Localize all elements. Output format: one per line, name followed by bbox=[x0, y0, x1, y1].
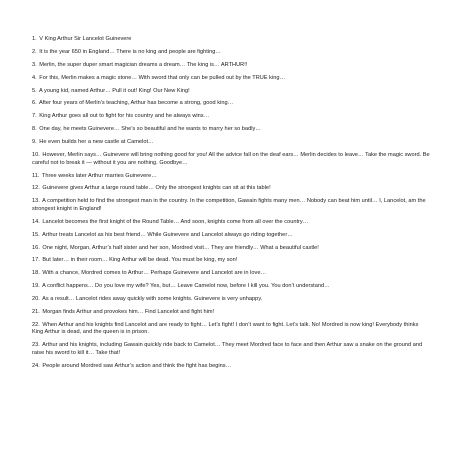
item-number: 20. bbox=[32, 296, 40, 303]
list-item bbox=[32, 219, 430, 227]
list-item bbox=[32, 100, 430, 108]
list-item bbox=[32, 36, 430, 44]
item-number: 18. bbox=[32, 270, 40, 277]
list-item bbox=[32, 75, 430, 83]
list-item bbox=[32, 245, 430, 253]
item-text: Arthur and his knights, including Gawain quickly ride back to Camelot… They meet Mordred face to face and then Arthur saw a snake on the ground and raise his sword to kill it… Take that! bbox=[32, 342, 423, 356]
item-text: A conflict happens… Do you love my wife? Yes, but… Leave Camelot now, before I kill you. You don’t understand… bbox=[42, 283, 330, 290]
item-number: 8. bbox=[32, 126, 37, 133]
item-number: 15. bbox=[32, 231, 40, 238]
item-text: It is the year 650 in England… There is no king and people are fighting… bbox=[39, 48, 221, 55]
item-text: Three weeks later Arthur marries Guinevere… bbox=[41, 172, 157, 179]
item-text: A competition held to find the strongest man in the country. In the competition, Gawain fights many men… Nobody can beat him until… I, Lancelot, am the strongest knight in England! bbox=[32, 198, 426, 212]
item-text: Morgan finds Arthur and provokes him… Find Lancelot and fight him! bbox=[42, 309, 215, 315]
item-text: One night, Morgan, Arthur’s half sister and her son, Mordred visit… They are friendly… What a beautiful castle! bbox=[42, 244, 319, 251]
item-text: With a chance, Mordred comes to Arthur… Perhaps Guinevere and Lancelot are in love… bbox=[42, 270, 267, 277]
item-text: V King Arthur Sir Lancelot Guinevere bbox=[39, 36, 132, 42]
list-item bbox=[32, 257, 430, 265]
item-text: When Arthur and his knights find Lancelot and are ready to fight… Let’s fight! I don’t want to fight. Let’s talk. No! Mordred is now king! Everybody thinks King Arthur is dead, and the queen is in prison. bbox=[32, 321, 419, 336]
item-text: For this, Merlin makes a magic stone… With sword that only can be pulled out by the TRUE king… bbox=[39, 74, 286, 81]
list-item bbox=[32, 283, 430, 291]
item-number: 22. bbox=[32, 321, 40, 328]
item-text: Lancelot becomes the first knight of the Round Table… And soon, knights come from all over the country… bbox=[42, 218, 309, 225]
item-number: 3. bbox=[32, 61, 37, 68]
item-text: However, Merlin says… Guinevere will bring nothing good for you! All the advice fall on the deaf ears… Merlin decides to leave… Take the magic sword. Be careful not to break it — without it you are nothing. Goodbye… bbox=[32, 152, 430, 166]
item-number: 4. bbox=[32, 74, 37, 81]
list-item bbox=[32, 296, 430, 304]
item-number: 13. bbox=[32, 198, 40, 205]
item-text: King Arthur goes all out to fight for his country and he always wins… bbox=[39, 113, 210, 120]
list-item bbox=[32, 139, 430, 147]
item-number: 5. bbox=[32, 87, 37, 94]
item-text: After four years of Merlin’s teaching, Arthur has become a strong, good king… bbox=[38, 100, 234, 107]
item-number: 14. bbox=[32, 218, 40, 225]
item-number: 19. bbox=[32, 283, 40, 290]
list-item bbox=[32, 198, 430, 213]
item-text: As a result… Lancelot rides away quickly with some knights. Guinevere is very unhappy. bbox=[42, 296, 263, 303]
story-outline-document bbox=[32, 36, 430, 376]
list-item bbox=[32, 173, 430, 181]
item-text: A young kid, named Arthur… Pull it out! King! Our New King! bbox=[38, 87, 190, 94]
list-item bbox=[32, 322, 430, 337]
item-number: 1. bbox=[32, 36, 37, 42]
item-number: 23. bbox=[32, 342, 40, 349]
list-item bbox=[32, 309, 430, 317]
item-text: Arthur treats Lancelot as his best friend… While Guinevere and Lancelot always go riding together… bbox=[42, 231, 293, 238]
list-item bbox=[32, 363, 430, 371]
item-number: 9. bbox=[32, 139, 37, 146]
item-number: 2. bbox=[32, 48, 37, 55]
item-text: One day, he meets Guinevere… She’s so beautiful and he wants to marry her so badly… bbox=[39, 126, 261, 133]
list-item bbox=[32, 88, 430, 96]
item-number: 24. bbox=[32, 362, 40, 369]
list-item bbox=[32, 185, 430, 193]
item-number: 12. bbox=[32, 185, 40, 192]
item-text: But later… in their room… King Arthur will be dead. You must be king, my son! bbox=[42, 257, 238, 264]
list-item bbox=[32, 152, 430, 167]
list-item bbox=[32, 342, 430, 357]
item-number: 16. bbox=[32, 244, 40, 251]
item-number: 21. bbox=[32, 309, 40, 315]
item-number: 17. bbox=[32, 257, 40, 264]
item-text: People around Mordred saw Arthur’s action and think the fight has begins… bbox=[42, 362, 232, 369]
list-item bbox=[32, 62, 430, 70]
item-number: 10. bbox=[32, 152, 40, 159]
list-item bbox=[32, 49, 430, 57]
item-text: Merlin, the super duper smart magician dreams a dream… The king is… ARTHUR!! bbox=[39, 61, 248, 68]
list-item bbox=[32, 270, 430, 278]
list-item bbox=[32, 232, 430, 240]
item-number: 11. bbox=[32, 172, 40, 179]
item-number: 6. bbox=[32, 100, 37, 107]
list-item bbox=[32, 113, 430, 121]
item-text: He even builds her a new castle at Camelot… bbox=[39, 139, 154, 146]
item-text: Guinevere gives Arthur a large round table… Only the strongest knights can sit at this table! bbox=[42, 185, 271, 192]
item-number: 7. bbox=[32, 113, 37, 120]
list-item bbox=[32, 126, 430, 134]
